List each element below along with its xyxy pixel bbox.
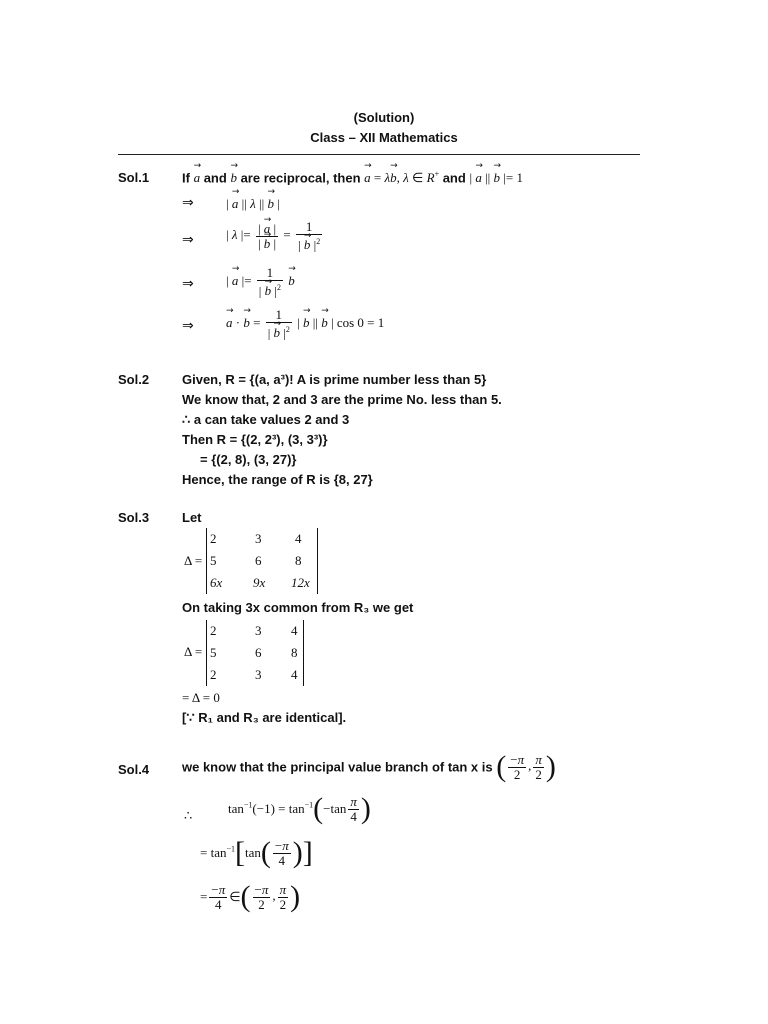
det2-cell: 8: [291, 645, 298, 660]
sol3-delta-2: Δ =: [184, 644, 203, 659]
sol2-label: Sol.2: [118, 372, 150, 387]
sol1-statement: If → a and → b are reciprocal, then → a = λ→ b, λ ∈ R+ and | → a || → b |= 1: [182, 170, 523, 186]
det1-cell: 8: [295, 553, 302, 568]
sol4-statement: we know that the principal value branch of tan x is ( $\frac{-\pi}{2}$ , $\frac{\pi}{2}$ ): [182, 750, 556, 783]
sol3-label: Sol.3: [118, 510, 150, 525]
sol2-line-6: Hence, the range of R is {8, 27}: [182, 472, 373, 487]
doc-title: (Solution): [353, 110, 415, 125]
det1-cell: 2: [210, 531, 217, 546]
sol1-arrow-3: ⇒: [182, 276, 194, 292]
sol3-delta-1: Δ =: [184, 553, 203, 568]
sol2-line-1: Given, R = {(a, a³)! A is prime number less than 5}: [182, 372, 487, 387]
sol4-label: Sol.4: [118, 762, 150, 777]
sol4-step-2: = $\tan^{-1}[\tan$( $\frac{-\pi}{4}$ )]: [200, 836, 313, 869]
det2-cell: 6: [255, 645, 262, 660]
sol2-line-5: = {(2, 8), (3, 27)}: [200, 452, 297, 467]
sol1-arrow-2: ⇒: [182, 232, 194, 248]
sol3-common-text: On taking 3x common from R₃ we get: [182, 600, 414, 615]
sol3-determinant-1: [206, 528, 318, 594]
det2-cell: 3: [255, 623, 262, 638]
det1-cell: 5: [210, 553, 217, 568]
sol3-result: = Δ = 0: [182, 690, 220, 705]
sol3-reason: [∵ R₁ and R₃ are identical].: [182, 710, 347, 725]
det2-cell: 5: [210, 645, 217, 660]
det1-cell: 9x: [253, 575, 266, 590]
sol2-line-3: ∴ a can take values 2 and 3: [182, 412, 350, 427]
det1-cell: 6x: [210, 575, 223, 590]
det1-cell: 12x: [291, 575, 310, 590]
det1-cell: 3: [255, 531, 262, 546]
det1-cell: 4: [295, 531, 302, 546]
sol1-step-4: → a · → b = $\frac{1}{| \to b |^2}$ | → b || → b | cos 0 = 1: [226, 308, 384, 340]
det2-cell: 4: [291, 667, 298, 682]
sol1-step-2: | λ |= $\frac{| \to a |}{| \to b |}$ = $\frac{1}{| \to b |^2}$: [226, 220, 324, 252]
sol2-line-2: We know that, 2 and 3 are the prime No. less than 5.: [182, 392, 502, 407]
det2-cell: 3: [255, 667, 262, 682]
sol4-step-1: $\tan^{-1}(-1) = \tan^{-1}(-\tan$ $\frac{\pi}{4}$ ): [228, 792, 371, 825]
sol1-label: Sol.1: [118, 170, 150, 185]
doc-subtitle: Class – XII Mathematics: [310, 130, 458, 145]
sol1-arrow-1: ⇒: [182, 195, 194, 211]
sol2-line-4: Then R = {(2, 2³), (3, 3³)}: [182, 432, 328, 447]
sol1-step-3: | → a |= $\frac{1}{| \to b |^2}$ → b: [226, 266, 295, 298]
det2-cell: 2: [210, 667, 217, 682]
det2-cell: 2: [210, 623, 217, 638]
sol1-arrow-4: ⇒: [182, 318, 194, 334]
det1-cell: 6: [255, 553, 262, 568]
sol4-step-3: = $\frac{-\pi}{4}$ ∈( $\frac{-\pi}{2}$ , $\frac{\pi}{2}$ ): [200, 880, 301, 913]
sol3-let: Let: [182, 510, 202, 525]
det2-cell: 4: [291, 623, 298, 638]
sol3-determinant-2: [206, 620, 304, 686]
header-rule: [118, 154, 640, 155]
sol4-therefore: ∴: [184, 808, 193, 823]
sol1-step-1: | → a || λ || → b |: [226, 196, 280, 212]
